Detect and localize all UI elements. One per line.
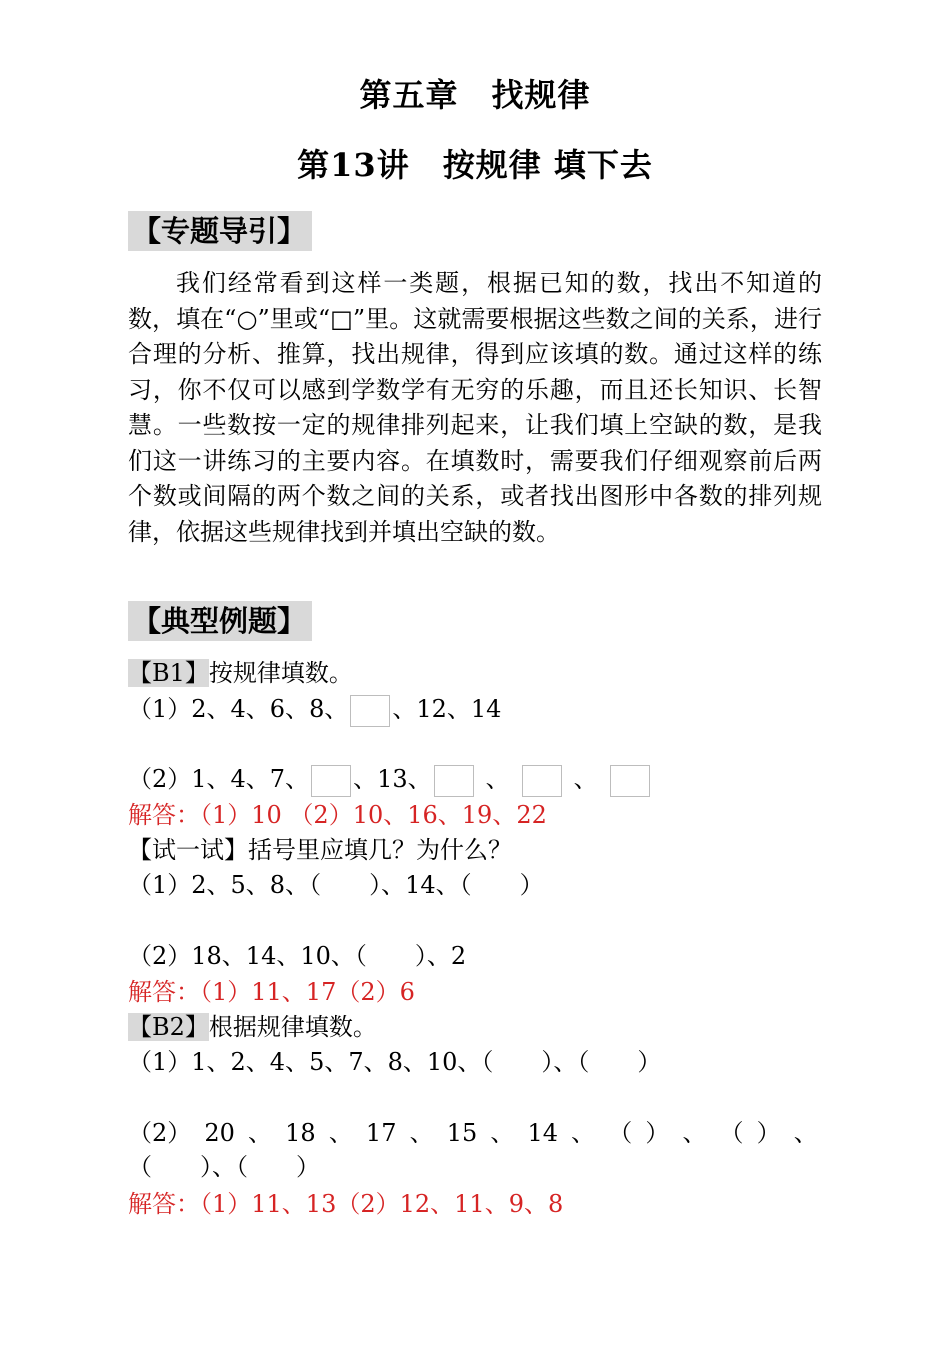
q2-part: 20 (204, 1119, 235, 1147)
intro-heading: 【专题导引】 (128, 211, 312, 251)
lecture-title: 第13讲 按规律 填下去 (297, 146, 653, 184)
answer-text: （1）10 （2）10、16、19、22 (200, 801, 547, 829)
b1-prompt: 按规律填数。 (208, 659, 353, 687)
b2-question-2 (128, 1116, 818, 1150)
q2-part: （2） (128, 1119, 192, 1147)
b1-question-1 (128, 692, 501, 727)
answer-label: 解答： (128, 1190, 200, 1218)
b1-answer (128, 798, 547, 832)
q2-part: （ (719, 1119, 744, 1147)
q2-part: 、 (571, 1119, 596, 1147)
try-answer (128, 975, 415, 1009)
b1-q2-before: （2）1、4、7、 (128, 765, 310, 793)
answer-box[interactable] (311, 765, 351, 797)
b1-q1-before: （1）2、4、6、8、 (128, 695, 349, 723)
b1-q2-sep: 、 (573, 765, 598, 793)
try-question-2: （2）18、14、10、（ ）、2 (128, 942, 467, 970)
b2-tag: 【B2】 (128, 1013, 209, 1041)
b1-tag: 【B1】 (128, 659, 209, 687)
q2-part: 、 (793, 1119, 818, 1147)
b2-question-1: （1）1、2、4、5、7、8、10、（ ）、（ ） (128, 1048, 662, 1076)
b2-question-2-cont: （ ）、（ ） (128, 1153, 320, 1181)
b2-prompt-line (128, 1010, 377, 1044)
answer-label: 解答： (128, 978, 200, 1006)
answer-label: 解答： (128, 801, 200, 829)
answer-box[interactable] (522, 765, 562, 797)
b1-q2-sep: 、 (485, 765, 510, 793)
q2-part: （ (608, 1119, 633, 1147)
b1-question-2 (128, 762, 652, 797)
intro-paragraph (128, 266, 822, 550)
q2-part: 14 (527, 1119, 558, 1147)
q2-part: 、 (682, 1119, 707, 1147)
b1-q1-after: 、12、14 (392, 695, 502, 723)
answer-box[interactable] (350, 695, 390, 727)
q2-part: 15 (446, 1119, 478, 1147)
q2-part: 17 (365, 1119, 397, 1147)
q2-part: 、 (328, 1119, 353, 1147)
answer-box[interactable] (610, 765, 650, 797)
try-question-1: （1）2、5、8、（ ）、14、（ ） (128, 871, 544, 899)
try-prompt: 【试一试】括号里应填几？为什么？ (128, 836, 512, 864)
b1-q2-sep: 、13、 (353, 765, 432, 793)
answer-text: （1）11、17（2）6 (200, 978, 415, 1006)
answer-text: （1）11、13（2）12、11、9、8 (200, 1190, 564, 1218)
q2-part: 18 (285, 1119, 316, 1147)
b1-prompt-line (128, 656, 353, 690)
b2-prompt: 根据规律填数。 (208, 1013, 377, 1041)
q2-part: 、 (490, 1119, 515, 1147)
examples-heading: 【典型例题】 (128, 601, 312, 641)
intro-text: 我们经常看到这样一类题，根据已知的数，找出不知道的数，填在“○”里或“□”里。这就需要根据这些数之间的关系，进行合理的分析、推算，找出规律，得到应该填的数。通过这样的练习，你不仅可以感到学数学有无穷的乐趣，而且还长知识、长智慧。一些数按一定的规律排列起来，让我们填上空缺的数，是我们这一讲练习的主要内容。在填数时，需要我们仔细观察前后两个数或间隔的两个数之间的关系，或者找出图形中各数的排列规律，依据这些规律找到并填出空缺的数。 (128, 269, 822, 546)
q2-part: ） (756, 1119, 781, 1147)
chapter-title: 第五章 找规律 (359, 76, 591, 114)
q2-part: 、 (248, 1119, 273, 1147)
answer-box[interactable] (434, 765, 474, 797)
q2-part: ） (645, 1119, 670, 1147)
b2-answer (128, 1187, 563, 1221)
q2-part: 、 (409, 1119, 434, 1147)
